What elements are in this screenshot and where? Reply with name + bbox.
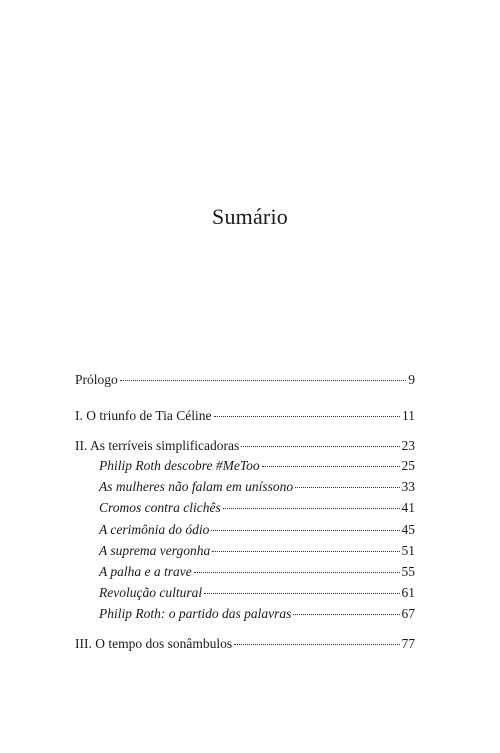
dot-leader xyxy=(293,614,399,615)
toc-entry-label: . As terríveis simplificadoras xyxy=(84,438,240,453)
dot-leader xyxy=(295,487,399,488)
toc-entry-page: 67 xyxy=(401,606,415,621)
dot-leader xyxy=(214,416,401,417)
toc-entry-label: Cromos contra clichês xyxy=(99,500,221,515)
dot-leader xyxy=(204,593,399,594)
toc-entry-label: . O triunfo de Tia Céline xyxy=(79,408,212,423)
dot-leader xyxy=(212,551,399,552)
dot-leader xyxy=(241,446,399,447)
toc-entry-label: . O tempo dos sonâmbulos xyxy=(88,636,233,651)
toc-subentry xyxy=(99,606,415,624)
toc-entry-label: As mulheres não falam em uníssono xyxy=(99,479,294,494)
toc-entry-page: 9 xyxy=(408,372,415,387)
toc-entry-page: 25 xyxy=(401,458,415,473)
toc-entry-page: 45 xyxy=(401,522,415,537)
toc-subentry xyxy=(99,500,415,518)
toc-entry-page: 11 xyxy=(402,408,415,423)
toc-entry-label: Philip Roth descobre #MeToo xyxy=(99,458,260,473)
toc-entry-label: Philip Roth: o partido das palavras xyxy=(99,606,292,621)
dot-leader xyxy=(194,572,400,573)
toc-entry-part-2 xyxy=(75,438,415,456)
page-title: Sumário xyxy=(212,204,288,229)
toc-entry-page: 51 xyxy=(401,543,415,558)
toc-subentry xyxy=(99,458,415,476)
toc-subentry xyxy=(99,522,415,540)
dot-leader xyxy=(223,508,400,509)
dot-leader xyxy=(211,530,399,531)
toc-entry-part-3 xyxy=(75,636,415,654)
toc-entry-part-1 xyxy=(75,408,415,426)
toc-entry-page: 41 xyxy=(401,500,415,515)
part-numeral: II xyxy=(75,438,84,453)
toc-entry-label: A cerimônia do ódio xyxy=(99,522,210,537)
toc-entry-label: A suprema vergonha xyxy=(99,543,211,558)
toc-entry-label: Revolução cultural xyxy=(99,585,203,600)
toc-subentry xyxy=(99,564,415,582)
part-numeral: I xyxy=(75,408,80,423)
toc-entry-page: 55 xyxy=(401,564,415,579)
toc-entry-label: Prólogo xyxy=(75,372,118,387)
toc-entry-page: 23 xyxy=(401,438,415,453)
part-numeral: III xyxy=(75,636,89,651)
toc-subentry xyxy=(99,585,415,603)
dot-leader xyxy=(262,466,400,467)
toc-entry-page: 33 xyxy=(401,479,415,494)
toc-subentry xyxy=(99,479,415,497)
toc-entry-page: 61 xyxy=(401,585,415,600)
dot-leader xyxy=(120,380,406,381)
toc-entry-page: 77 xyxy=(401,636,415,651)
toc-entry-prologue xyxy=(75,372,415,390)
toc-subentry xyxy=(99,543,415,561)
dot-leader xyxy=(234,644,399,645)
toc-entry-label: A palha e a trave xyxy=(99,564,192,579)
